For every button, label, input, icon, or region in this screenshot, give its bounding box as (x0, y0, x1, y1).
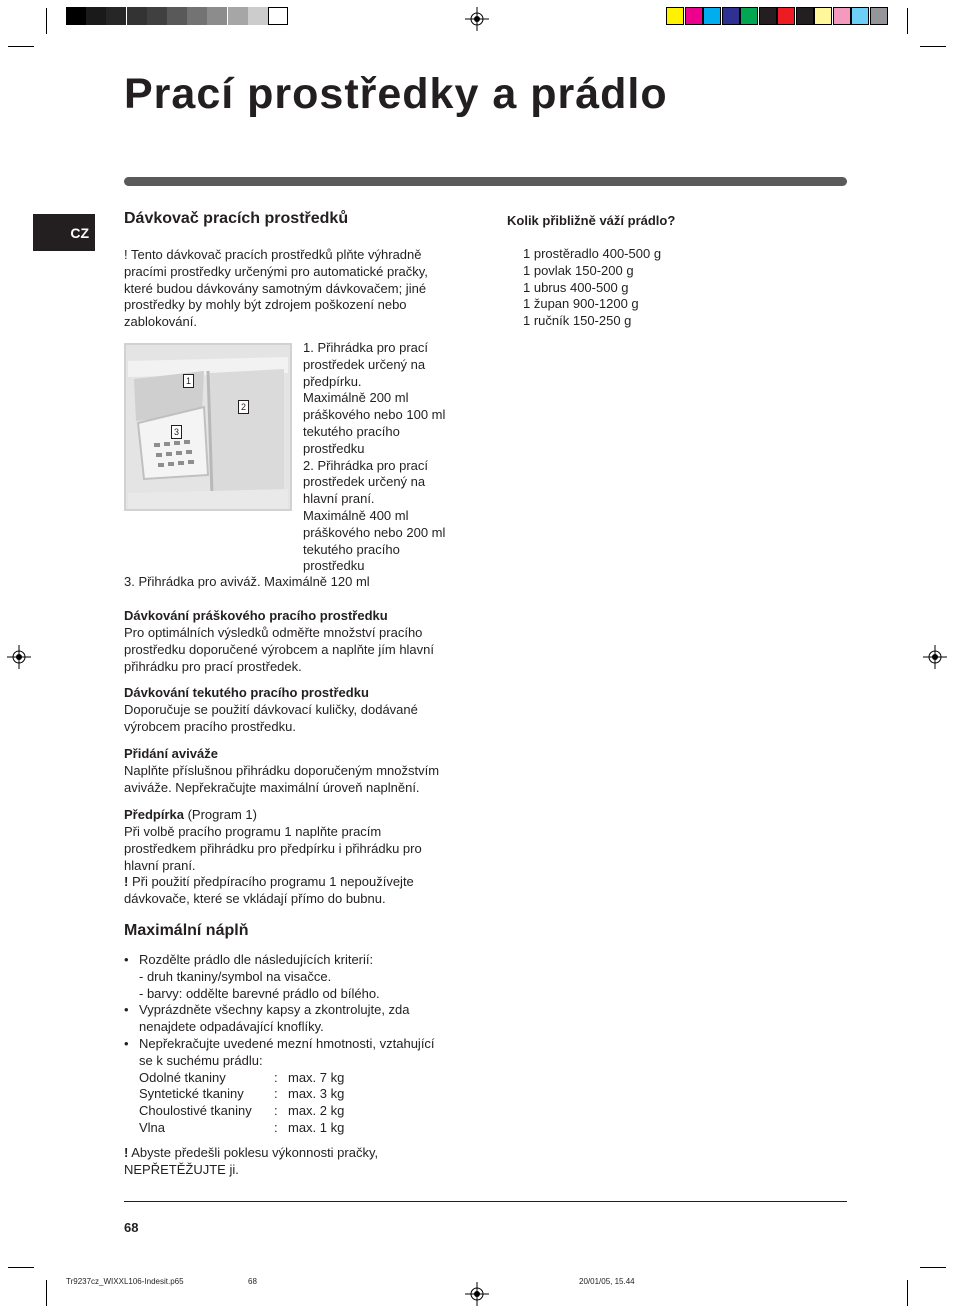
table-row (139, 1103, 344, 1120)
gray-swatch (187, 7, 207, 25)
table-row (139, 1070, 344, 1087)
gray-swatch (207, 7, 227, 25)
list-item: 1 ručník 150-250 g (523, 313, 632, 329)
max-load-heading: Maximální náplň (124, 922, 249, 939)
powder-text: Pro optimálních výsledků odměřte množství pracího prostředku doporučené výrobcem a naplňte jím hlavní přihrádku pro prací prostředek. (124, 625, 435, 674)
separator: : (274, 1069, 278, 1085)
max-weight: max. 1 kg (288, 1119, 345, 1135)
list-item-text: Vyprázdněte všechny kapsy a zkontrolujte, zda nenajdete odpadávající knoflíky. (139, 1002, 410, 1035)
page-number: 68 (124, 1220, 139, 1235)
fabric-label: Odolné tkaniny (139, 1069, 226, 1085)
max-load-warning (124, 1145, 469, 1179)
color-swatch (777, 7, 795, 25)
gray-swatch (167, 7, 187, 25)
max-weight: max. 3 kg (288, 1086, 345, 1102)
compartments-text: 1. Přihrádka pro prací prostředek určený na předpírku. Maximálně 200 ml práškového nebo 100 ml tekutého pracího prostředku 2. Přihrádka pro prací prostředek určený na hlavní praní. Maximálně 400 ml práškového nebo 200 ml tekutého pracího prostředku (303, 340, 446, 574)
softener-text: Naplňte příslušnou přihrádku doporučeným množstvím aviváže. Nepřekračujte maximální úroveň naplnění. (124, 763, 440, 795)
footer-filename: Tr9237cz_WIXXL106-Indesit.p65 (66, 1277, 184, 1286)
max-weight: max. 2 kg (288, 1103, 345, 1119)
softener-heading: Přidání aviváže (124, 746, 218, 761)
prewash-heading: Předpírka (124, 807, 184, 822)
prewash-heading-line (124, 807, 257, 824)
load-limits-table (139, 1070, 344, 1137)
prewash-warning (124, 874, 469, 908)
list-item (124, 952, 474, 1002)
list-item (124, 1002, 474, 1036)
table-row (139, 1120, 344, 1137)
footer-date: 20/01/05, 15.44 (579, 1277, 635, 1286)
dispenser-heading: Dávkovač pracích prostředků (124, 210, 349, 227)
color-swatch (685, 7, 703, 25)
registration-mark-icon (7, 645, 31, 669)
dispenser-intro: ! Tento dávkovač pracích prostředků plňte výhradně pracími prostředky určenými pro automatické pračky, které budou dávkovány samotným dávkovačem; jiné prostředky by mohly být zdrojem poškození nebo zablokování. (124, 247, 428, 330)
liquid-heading: Dávkování tekutého pracího prostředku (124, 685, 369, 700)
max-load-warning-text: Abyste předešli poklesu výkonnosti pračky, NEPŘETĚŽUJTE ji. (124, 1145, 379, 1177)
gray-swatch (66, 7, 86, 25)
footer-rule (124, 1201, 847, 1202)
list-item: 1 povlak 150-200 g (523, 262, 634, 278)
detergent-drawer-image (124, 343, 292, 511)
list-item-text: Nepřekračujte uvedené mezní hmotnosti, vztahující se k suchému prádlu: (139, 1035, 435, 1068)
fabric-label: Syntetické tkaniny (139, 1086, 244, 1102)
registration-mark-icon (465, 1282, 489, 1306)
color-swatch (814, 7, 832, 25)
powder-heading: Dávkování práškového pracího prostředku (124, 608, 388, 623)
compartment-label-3: 3 (171, 425, 182, 439)
bullet: • (124, 1035, 129, 1051)
color-swatch (722, 7, 740, 25)
bullet: • (124, 1002, 129, 1018)
warning-mark: ! (124, 1145, 129, 1160)
color-swatch (833, 7, 851, 25)
registration-mark-icon (465, 7, 489, 31)
list-item: 1 prostěradlo 400-500 g (523, 246, 662, 261)
language-tab: CZ (33, 214, 95, 251)
liquid-text: Doporučuje se použití dávkovací kuličky, dodávané výrobcem pracího prostředku. (124, 702, 418, 734)
warning-mark: ! (124, 874, 129, 889)
separator: : (274, 1119, 278, 1135)
gray-swatch (86, 7, 106, 25)
compartment-label-2: 2 (238, 400, 249, 414)
bullet: • (124, 952, 129, 967)
list-subitem: - druh tkaniny/symbol na visačce. (139, 968, 332, 984)
page-title: Prací prostředky a prádlo (124, 70, 668, 118)
footer-page: 68 (248, 1277, 257, 1286)
gray-swatch (248, 7, 268, 25)
table-row (139, 1086, 344, 1103)
color-swatch (740, 7, 758, 25)
list-item: 1 ubrus 400-500 g (523, 279, 629, 295)
separator: : (274, 1103, 278, 1119)
gray-swatch (106, 7, 126, 25)
separator: : (274, 1086, 278, 1102)
weights-heading: Kolik přibližně váží prádlo? (507, 213, 676, 228)
compartment-label-1: 1 (183, 374, 194, 388)
list-item-text: Rozdělte prádlo dle následujících kriterií: (139, 952, 374, 967)
color-swatch (851, 7, 869, 25)
gray-swatch (127, 7, 147, 25)
color-swatch (870, 7, 888, 25)
fabric-label: Choulostivé tkaniny (139, 1103, 252, 1119)
color-swatch (759, 7, 777, 25)
prewash-text: Při volbě pracího programu 1 naplňte pracím prostředkem přihrádku pro předpírku i přihrádku pro hlavní praní. (124, 824, 422, 873)
gray-swatch (228, 7, 248, 25)
color-swatch (703, 7, 721, 25)
compartment-3-text: 3. Přihrádka pro aviváž. Maximálně 120 ml (124, 574, 370, 589)
title-rule (124, 177, 847, 186)
list-item: 1 župan 900-1200 g (523, 296, 639, 312)
list-subitem: - barvy: oddělte barevné prádlo od bílého. (139, 985, 380, 1001)
fabric-label: Vlna (139, 1119, 166, 1135)
list-item (124, 1036, 474, 1137)
color-swatch (796, 7, 814, 25)
prewash-program: (Program 1) (183, 807, 257, 822)
max-weight: max. 7 kg (288, 1069, 345, 1085)
gray-swatch (268, 7, 288, 25)
weights-list (523, 246, 661, 330)
max-load-list (124, 952, 474, 1137)
gray-swatch (147, 7, 167, 25)
prewash-warning-text: Při použití předpíracího programu 1 nepoužívejte dávkovače, které se vkládají přímo do bubnu. (124, 874, 414, 906)
color-swatch (666, 7, 684, 25)
registration-mark-icon (923, 645, 947, 669)
